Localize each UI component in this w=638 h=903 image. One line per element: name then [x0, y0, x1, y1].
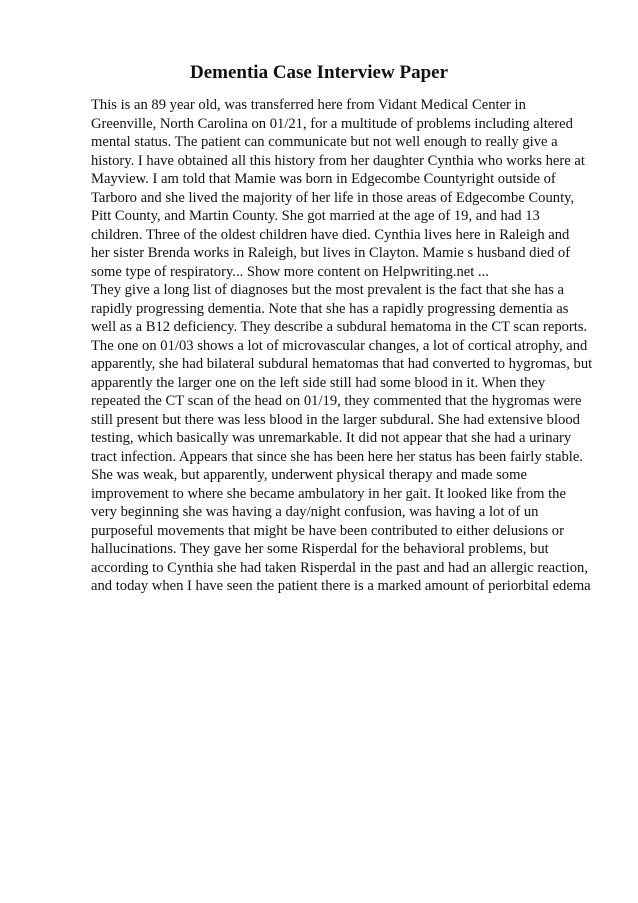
body-text-line: still present but there was less blood in the larger subdural. She had extensive blood: [91, 411, 580, 428]
body-text-line: testing, which basically was unremarkable. It did not appear that she had a urinary: [91, 430, 572, 446]
body-text-line: children. Three of the oldest children have died. Cynthia lives here in Raleigh and: [91, 226, 570, 243]
body-text-line: apparently the larger one on the left side still had some blood in it. When they: [91, 374, 546, 391]
body-text-line: apparently, she had bilateral subdural hematomas that had converted to hygromas, but: [91, 356, 593, 372]
body-text-line: some type of respiratory... Show more content on Helpwriting.net ...: [91, 263, 489, 280]
document-body: [91, 96, 631, 596]
body-text-line: her sister Brenda works in Raleigh, but lives in Clayton. Mamie s husband died of: [91, 245, 571, 261]
body-text-line: tract infection. Appears that since she has been here her status has been fairly stable.: [91, 448, 583, 465]
body-text-line: according to Cynthia she had taken Risperdal in the past and had an allergic reaction,: [91, 559, 588, 576]
body-text-line: rapidly progressing dementia. Note that she has a rapidly progressing dementia as: [91, 300, 569, 317]
body-text-line: Pitt County, and Martin County. She got married at the age of 19, and had 13: [91, 208, 540, 224]
body-text-line: improvement to where she became ambulatory in her gait. It looked like from the: [91, 485, 566, 502]
body-text-line: mental status. The patient can communicate but not well enough to really give a: [91, 134, 558, 150]
body-text-line: and today when I have seen the patient there is a marked amount of periorbital edema: [91, 578, 591, 594]
body-text-line: repeated the CT scan of the head on 01/19, they commented that the hygromas were: [91, 393, 582, 409]
body-text-line: Mayview. I am told that Mamie was born in Edgecombe Countyright outside of: [91, 171, 556, 187]
body-text-line: Greenville, North Carolina on 01/21, for a multitude of problems including altered: [91, 115, 573, 132]
body-text-line: The one on 01/03 shows a lot of microvascular changes, a lot of cortical atrophy, and: [91, 337, 588, 354]
body-text-line: They give a long list of diagnoses but the most prevalent is the fact that she has a: [91, 282, 564, 298]
body-text-line: She was weak, but apparently, underwent physical therapy and made some: [91, 467, 527, 483]
body-text-line: very beginning she was having a day/night confusion, was having a lot of un: [91, 504, 539, 520]
body-text-line: purposeful movements that might be have been contributed to either delusions or: [91, 522, 564, 539]
body-text-line: Tarboro and she lived the majority of her life in those areas of Edgecombe County,: [91, 189, 575, 206]
page-title: Dementia Case Interview Paper: [189, 62, 448, 83]
body-text-line: This is an 89 year old, was transferred here from Vidant Medical Center in: [91, 97, 526, 113]
body-text-line: history. I have obtained all this history from her daughter Cynthia who works here at: [91, 152, 585, 169]
body-text-line: well as a B12 deficiency. They describe a subdural hematoma in the CT scan reports.: [91, 319, 588, 335]
body-text-line: hallucinations. They gave her some Risperdal for the behavioral problems, but: [91, 541, 549, 557]
